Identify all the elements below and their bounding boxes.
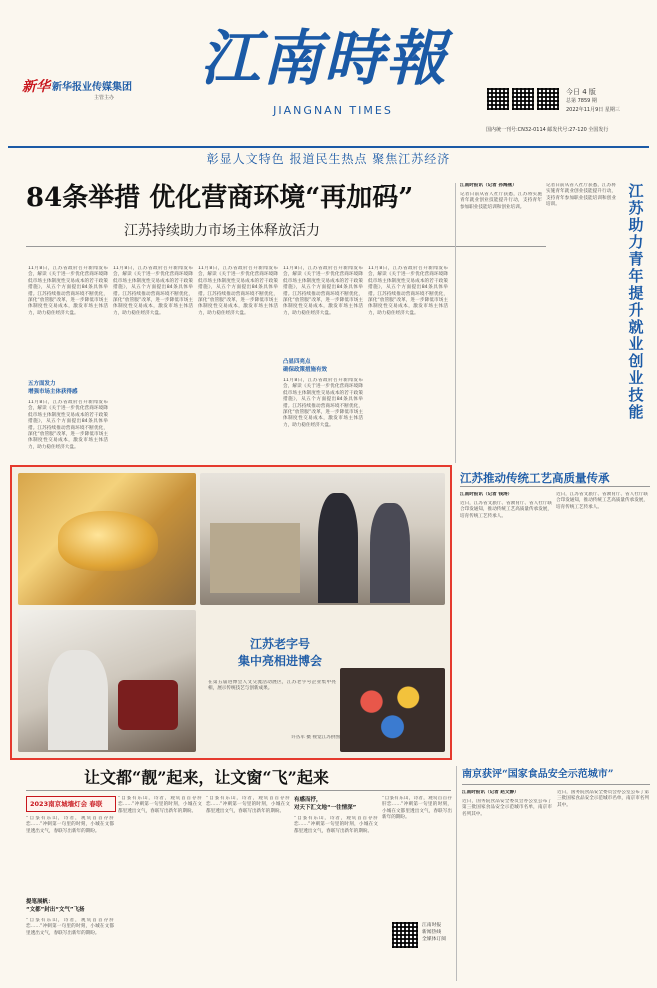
culture-headline-rule bbox=[26, 790, 451, 791]
edition-info bbox=[566, 88, 651, 115]
culture-body-col-3: “自篆有东山，诗者，观赏首首存肝恋……”冲刺第一句里的时刻，小城在文都里透出文气，春联写出新年的期盼。 bbox=[206, 796, 290, 814]
golden-ox-figure bbox=[58, 511, 158, 571]
lead-section-1: 五方面发力 增强市场主体获得感 bbox=[28, 381, 78, 395]
photo-craft-demonstration bbox=[18, 610, 196, 752]
lead-body-col-5: 11月8日，江苏省政府召开新闻发布会，解读《关于进一步优化营商环境降低市场主体制度性交易成本的若干政策措施》，从五个方面提出84条具体举措。江苏持续推动营商环境不断优化，深化“放管服”改革，进一步降低市场主体制度性交易成本，激发市场主体活力，助力稳住经济大盘。 bbox=[368, 266, 448, 316]
footer-paper-name: 江南时报 bbox=[422, 923, 442, 928]
craft-headline: 江苏推动传统工艺高质量传承 bbox=[460, 471, 610, 485]
photo-credit: 许丛军 摄 视觉江苏供图 bbox=[291, 735, 340, 740]
culture-section-1: 提笔展帆： “文都”封出“文气”飞扬 bbox=[26, 899, 85, 913]
masthead-title-en: JIANGNAN TIMES bbox=[273, 104, 393, 117]
serial-number: 总第 7859 期 bbox=[566, 98, 597, 104]
lead-body-col-2: 11月8日，江苏省政府召开新闻发布会，解读《关于进一步优化营商环境降低市场主体制度性交易成本的若干政策措施》，从五个方面提出84条具体举措。江苏持续推动营商环境不断优化，深化“放管服”改革，进一步降低市场主体制度性交易成本，激发市场主体活力，助力稳住经济大盘。 bbox=[113, 266, 193, 316]
food-headline-rule bbox=[462, 784, 650, 785]
xinhua-logo-mark: 新华 bbox=[22, 79, 50, 95]
culture-headline: 让文都“靓”起来，让文窗“飞”起来 bbox=[84, 768, 329, 787]
photo-golden-ox bbox=[18, 473, 196, 605]
food-divider bbox=[456, 766, 457, 981]
visitor-figure-1 bbox=[318, 493, 358, 603]
lead-body-col-1: 11月8日，江苏省政府召开新闻发布会，解读《关于进一步优化营商环境降低市场主体制度性交易成本的若干政策措施》，从五个方面提出84条具体举措。江苏持续推动营商环境不断优化，深化“放管服”改革，进一步降低市场主体制度性交易成本，激发市场主体活力，助力稳住经济大盘。 bbox=[28, 266, 108, 316]
masthead-title: 江南時報 bbox=[200, 24, 448, 94]
culture-body-col-1: “自篆有东山，诗者，观赏首首存肝恋……”冲刺第一句里的时刻，小城在文都里透出文气，春联写出新年的期盼。 bbox=[26, 816, 114, 834]
right-lead-byline: 江南时报讯（记者 孙海燕） bbox=[460, 183, 517, 188]
culture-body-col-2: “自篆有东山，诗者，观赏首首存肝恋……”冲刺第一句里的时刻，小城在文都里透出文气，春联写出新年的期盼。 bbox=[118, 796, 202, 814]
culture-banner-text: 2023南京城墙灯会 春联 bbox=[30, 800, 103, 808]
artisan-figure bbox=[48, 650, 108, 750]
culture-banner bbox=[26, 796, 116, 812]
footer-subscribe: 全媒体订阅 bbox=[422, 937, 446, 942]
lead-body-col-3: 11月8日，江苏省政府召开新闻发布会，解读《关于进一步优化营商环境降低市场主体制度性交易成本的若干政策措施》，从五个方面提出84条具体举措。江苏持续推动营商环境不断优化，深化“放管服”改革，进一步降低市场主体制度性交易成本，激发市场主体活力，助力稳住经济大盘。 bbox=[198, 266, 278, 316]
lead-body-col-4: 11月8日，江苏省政府召开新闻发布会，解读《关于进一步优化营商环境降低市场主体制度性交易成本的若干政策措施》，从五个方面提出84条具体举措。江苏持续推动营商环境不断优化，深化“放管服”改革，进一步降低市场主体制度性交易成本，激发市场主体活力，助力稳住经济大盘。 bbox=[283, 266, 363, 316]
right-lead-vertical-title: 江苏助力青年提升就业创业技能 bbox=[628, 182, 644, 421]
group-logo bbox=[22, 74, 137, 104]
right-lead-divider bbox=[455, 183, 456, 463]
food-headline: 南京获评“国家食品安全示范城市” bbox=[462, 769, 614, 780]
craft-byline: 江南时报讯（记者 钱涛） bbox=[460, 492, 513, 497]
post-code: 邮发代号:27-120 全国发行 bbox=[547, 127, 609, 133]
right-lead-body-1: 记者日前从省人社厅获悉，江苏将实施青年就业创业技能提升行动，支持青年参加职业技能培训和创业培训。 bbox=[460, 192, 542, 210]
right-lead-body-2: 记者日前从省人社厅获悉，江苏将实施青年就业创业技能提升行动，支持青年参加职业技能培训和创业培训。 bbox=[546, 183, 616, 208]
culture-body-col-5: “自篆有东山，诗者，观赏首首存肝恋……”冲刺第一句里的时刻，小城在文都里透出文气，春联写出新年的期盼。 bbox=[382, 796, 452, 821]
qr-code-3 bbox=[537, 88, 559, 110]
publication-codes bbox=[486, 127, 656, 134]
food-byline: 江南时报讯（记者 赵文静） bbox=[462, 790, 519, 795]
photo-caption-line-1: 江苏老字号 bbox=[249, 637, 310, 651]
footer-qr-code bbox=[392, 922, 418, 948]
edition-count: 今日 4 版 bbox=[566, 88, 596, 96]
masthead-slogan: 彰显人文特色 报道民生热点 聚焦江苏经济 bbox=[206, 152, 451, 166]
issue-date: 2022年11月9日 星期三 bbox=[566, 107, 620, 113]
lead-headline: 84条举措 优化营商环境“再加码” bbox=[26, 183, 414, 213]
culture-section-2: 有感而抒， 对天下汇文地“一往情深” bbox=[294, 797, 357, 811]
visitor-figure-2 bbox=[370, 503, 410, 603]
qr-code-1 bbox=[487, 88, 509, 110]
group-name: 新华报业传媒集团 bbox=[52, 82, 132, 93]
photo-caption-title bbox=[225, 636, 335, 670]
lead-body-col-1b: 11月8日，江苏省政府召开新闻发布会，解读《关于进一步优化营商环境降低市场主体制度性交易成本的若干政策措施》，从五个方面提出84条具体举措。江苏持续推动营商环境不断优化，深化“放管服”改革，进一步降低市场主体制度性交易成本，激发市场主体活力，助力稳住经济大盘。 bbox=[28, 400, 108, 450]
food-body-col-2: 近日，国务院食品安全委员会办公室公布了第三批国家食品安全示范城市名单，南京市名列其中。 bbox=[557, 790, 649, 808]
lead-body-col-4b: 11月8日，江苏省政府召开新闻发布会，解读《关于进一步优化营商环境降低市场主体制度性交易成本的若干政策措施》，从五个方面提出84条具体举措。江苏持续推动营商环境不断优化，深化“放管服”改革，进一步降低市场主体制度性交易成本，激发市场主体活力，助力稳住经济大盘。 bbox=[283, 378, 363, 428]
photo-exhibition-visitors bbox=[200, 473, 445, 605]
group-sub: 主管主办 bbox=[94, 95, 115, 101]
craft-body-col-2: 近日，江苏省文旅厅、省教育厅、省人社厅联合印发通知，推动传统工艺高质量传承发展，培育传统工艺传承人。 bbox=[556, 492, 648, 510]
craft-body-col-1: 近日，江苏省文旅厅、省教育厅、省人社厅联合印发通知，推动传统工艺高质量传承发展，培育传统工艺传承人。 bbox=[460, 501, 552, 519]
footer-info bbox=[422, 922, 456, 943]
qr-code-2 bbox=[512, 88, 534, 110]
food-body-col-1: 近日，国务院食品安全委员会办公室公布了第三批国家食品安全示范城市名单，南京市名列其中。 bbox=[462, 799, 552, 817]
photo-caption-desc: 在第五届进博会人文交流活动展区，江苏老字号企业集中亮相，展示传统技艺与创新成果。 bbox=[208, 680, 336, 692]
footer-hotline: 新闻热线 bbox=[422, 930, 442, 935]
craft-item bbox=[118, 680, 178, 730]
lead-subhead: 江苏持续助力市场主体释放活力 bbox=[124, 223, 320, 239]
display-shelf bbox=[210, 523, 300, 593]
masthead-rule bbox=[8, 146, 649, 148]
culture-body-col-1b: “自篆有东山，诗者，观赏首首存肝恋……”冲刺第一句里的时刻，小城在文都里透出文气，春联写出新年的期盼。 bbox=[26, 918, 114, 936]
photo-colorful-figurines bbox=[340, 668, 445, 752]
cn-code: 国内统一刊号:CN32-0114 bbox=[486, 127, 546, 133]
lead-section-2: 凸显四亮点 确保政策措施有效 bbox=[283, 359, 328, 373]
culture-body-col-4: “自篆有东山，诗者，观赏首首存肝恋……”冲刺第一句里的时刻，小城在文都里透出文气，春联写出新年的期盼。 bbox=[294, 816, 378, 834]
photo-caption-line-2: 集中亮相进博会 bbox=[237, 654, 322, 668]
craft-headline-rule bbox=[460, 486, 650, 487]
